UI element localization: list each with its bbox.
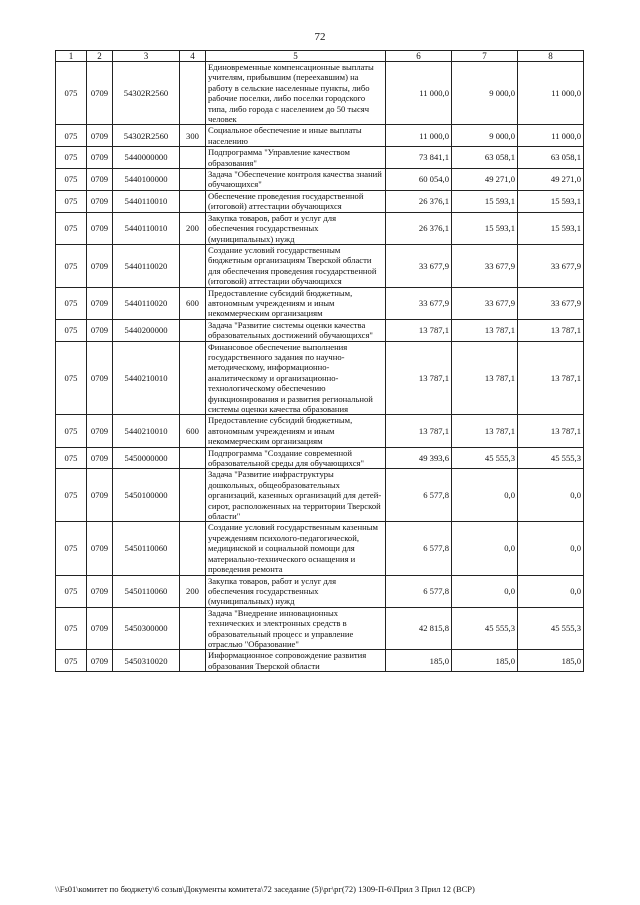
amount-col-8: 11 000,0 — [518, 125, 584, 147]
target-article-code: 5440200000 — [113, 319, 180, 341]
target-article-code: 5450110060 — [113, 522, 180, 575]
amount-col-6: 49 393,6 — [386, 447, 452, 469]
row-description: Задача "Развитие инфраструктуры дошкольных, общеобразовательных организаций, казенных организаций для детей-сирот, расположенных на территории Тверской области" — [206, 469, 386, 522]
header-cell: 4 — [180, 51, 206, 62]
section-code: 0709 — [87, 212, 113, 244]
target-article-code: 5440110010 — [113, 190, 180, 212]
amount-col-6: 6 577,8 — [386, 469, 452, 522]
row-description: Закупка товаров, работ и услуг для обеспечения государственных (муниципальных) нужд — [206, 212, 386, 244]
target-article-code: 5440110010 — [113, 212, 180, 244]
header-cell: 2 — [87, 51, 113, 62]
ministry-code: 075 — [56, 62, 87, 125]
amount-col-7: 13 787,1 — [452, 341, 518, 415]
section-code: 0709 — [87, 469, 113, 522]
table-row — [56, 319, 584, 341]
amount-col-7: 45 555,3 — [452, 607, 518, 650]
amount-col-8: 63 058,1 — [518, 147, 584, 169]
amount-col-8: 13 787,1 — [518, 341, 584, 415]
section-code: 0709 — [87, 147, 113, 169]
expense-type-code — [180, 341, 206, 415]
section-code: 0709 — [87, 287, 113, 319]
expense-type-code — [180, 650, 206, 672]
amount-col-7: 15 593,1 — [452, 212, 518, 244]
ministry-code: 075 — [56, 341, 87, 415]
amount-col-8: 49 271,0 — [518, 169, 584, 191]
table-row — [56, 147, 584, 169]
expense-type-code: 600 — [180, 415, 206, 447]
amount-col-7: 15 593,1 — [452, 190, 518, 212]
target-article-code: 5440110020 — [113, 287, 180, 319]
header-cell: 8 — [518, 51, 584, 62]
expense-type-code — [180, 607, 206, 650]
ministry-code: 075 — [56, 415, 87, 447]
expense-type-code — [180, 469, 206, 522]
table-row — [56, 244, 584, 287]
table-row — [56, 575, 584, 607]
amount-col-8: 0,0 — [518, 522, 584, 575]
amount-col-6: 42 815,8 — [386, 607, 452, 650]
expense-type-code: 600 — [180, 287, 206, 319]
target-article-code: 5440000000 — [113, 147, 180, 169]
amount-col-6: 13 787,1 — [386, 341, 452, 415]
ministry-code: 075 — [56, 522, 87, 575]
target-article-code: 5440210010 — [113, 415, 180, 447]
row-description: Задача "Развитие системы оценки качества образовательных достижений обучающихся" — [206, 319, 386, 341]
ministry-code: 075 — [56, 650, 87, 672]
row-description: Социальное обеспечение и иные выплаты населению — [206, 125, 386, 147]
target-article-code: 5450110060 — [113, 575, 180, 607]
amount-col-7: 45 555,3 — [452, 447, 518, 469]
target-article-code: 5450000000 — [113, 447, 180, 469]
amount-col-6: 26 376,1 — [386, 212, 452, 244]
target-article-code: 5440110020 — [113, 244, 180, 287]
target-article-code: 5450310020 — [113, 650, 180, 672]
amount-col-6: 6 577,8 — [386, 575, 452, 607]
expense-type-code — [180, 147, 206, 169]
section-code: 0709 — [87, 169, 113, 191]
amount-col-7: 0,0 — [452, 575, 518, 607]
section-code: 0709 — [87, 341, 113, 415]
expense-type-code — [180, 169, 206, 191]
ministry-code: 075 — [56, 147, 87, 169]
expense-type-code — [180, 244, 206, 287]
amount-col-6: 73 841,1 — [386, 147, 452, 169]
section-code: 0709 — [87, 415, 113, 447]
section-code: 0709 — [87, 125, 113, 147]
row-description: Предоставление субсидий бюджетным, автономным учреждениям и иным некоммерческим организациям — [206, 415, 386, 447]
page-number: 72 — [314, 31, 326, 43]
budget-table — [55, 50, 584, 672]
header-cell: 7 — [452, 51, 518, 62]
expense-type-code — [180, 522, 206, 575]
expense-type-code — [180, 190, 206, 212]
ministry-code: 075 — [56, 169, 87, 191]
section-code: 0709 — [87, 319, 113, 341]
row-description: Единовременные компенсационные выплаты учителям, прибывшим (переехавшим) на работу в сельские населенные пункты, либо рабочие поселки, либо поселки городского типа, либо города с населением до 50 тысяч человек — [206, 62, 386, 125]
amount-col-7: 185,0 — [452, 650, 518, 672]
row-description: Создание условий государственным бюджетным организациям Тверской области для обеспечения проведения государственной (итоговой) аттестации обучающихся — [206, 244, 386, 287]
ministry-code: 075 — [56, 287, 87, 319]
section-code: 0709 — [87, 190, 113, 212]
section-code: 0709 — [87, 244, 113, 287]
ministry-code: 075 — [56, 469, 87, 522]
amount-col-7: 33 677,9 — [452, 287, 518, 319]
target-article-code: 54302R2560 — [113, 62, 180, 125]
amount-col-7: 9 000,0 — [452, 125, 518, 147]
table-row — [56, 190, 584, 212]
table-row — [56, 169, 584, 191]
amount-col-8: 15 593,1 — [518, 212, 584, 244]
amount-col-6: 33 677,9 — [386, 244, 452, 287]
table-row — [56, 212, 584, 244]
row-description: Закупка товаров, работ и услуг для обеспечения государственных (муниципальных) нужд — [206, 575, 386, 607]
amount-col-6: 60 054,0 — [386, 169, 452, 191]
ministry-code: 075 — [56, 244, 87, 287]
amount-col-6: 26 376,1 — [386, 190, 452, 212]
table-row — [56, 341, 584, 415]
amount-col-6: 11 000,0 — [386, 125, 452, 147]
amount-col-6: 13 787,1 — [386, 415, 452, 447]
amount-col-8: 13 787,1 — [518, 415, 584, 447]
expense-type-code: 200 — [180, 575, 206, 607]
amount-col-6: 13 787,1 — [386, 319, 452, 341]
amount-col-8: 33 677,9 — [518, 244, 584, 287]
header-cell: 6 — [386, 51, 452, 62]
expense-type-code — [180, 319, 206, 341]
row-description: Подпрограмма "Управление качеством образования" — [206, 147, 386, 169]
amount-col-8: 45 555,3 — [518, 447, 584, 469]
amount-col-8: 0,0 — [518, 469, 584, 522]
ministry-code: 075 — [56, 607, 87, 650]
section-code: 0709 — [87, 575, 113, 607]
row-description: Информационное сопровождение развития образования Тверской области — [206, 650, 386, 672]
amount-col-7: 13 787,1 — [452, 319, 518, 341]
section-code: 0709 — [87, 522, 113, 575]
amount-col-8: 185,0 — [518, 650, 584, 672]
table-row — [56, 469, 584, 522]
section-code: 0709 — [87, 62, 113, 125]
row-description: Создание условий государственным казенным учреждениям психолого-педагогической, медицинской и социальной помощи для материально-технического оснащения и проведения ремонта — [206, 522, 386, 575]
target-article-code: 5440100000 — [113, 169, 180, 191]
target-article-code: 5440210010 — [113, 341, 180, 415]
table-row — [56, 447, 584, 469]
ministry-code: 075 — [56, 212, 87, 244]
header-cell: 3 — [113, 51, 180, 62]
ministry-code: 075 — [56, 575, 87, 607]
row-description: Задача "Внедрение инновационных технических и электронных средств в образовательный процесс и управление отраслью "Образование" — [206, 607, 386, 650]
section-code: 0709 — [87, 650, 113, 672]
expense-type-code: 300 — [180, 125, 206, 147]
amount-col-7: 63 058,1 — [452, 147, 518, 169]
ministry-code: 075 — [56, 319, 87, 341]
table-row — [56, 287, 584, 319]
table-row — [56, 522, 584, 575]
ministry-code: 075 — [56, 190, 87, 212]
amount-col-6: 33 677,9 — [386, 287, 452, 319]
section-code: 0709 — [87, 607, 113, 650]
amount-col-8: 11 000,0 — [518, 62, 584, 125]
header-cell: 1 — [56, 51, 87, 62]
row-description: Обеспечение проведения государственной (итоговой) аттестации обучающихся — [206, 190, 386, 212]
file-path-footer: \\Fs01\комитет по бюджету\6 созыв\Документы комитета\72 заседание (5)\рг\рг(72) 1309-П-6\Прил 3 Прил 12 (ВСР) — [55, 884, 475, 894]
amount-col-8: 15 593,1 — [518, 190, 584, 212]
row-description: Подпрограмма "Создание современной образовательной среды для обучающихся" — [206, 447, 386, 469]
expense-type-code: 200 — [180, 212, 206, 244]
table-row — [56, 125, 584, 147]
table-row — [56, 650, 584, 672]
amount-col-7: 13 787,1 — [452, 415, 518, 447]
row-description: Предоставление субсидий бюджетным, автономным учреждениям и иным некоммерческим организациям — [206, 287, 386, 319]
row-description: Задача "Обеспечение контроля качества знаний обучающихся" — [206, 169, 386, 191]
amount-col-6: 11 000,0 — [386, 62, 452, 125]
amount-col-8: 13 787,1 — [518, 319, 584, 341]
target-article-code: 54302R2560 — [113, 125, 180, 147]
table-row — [56, 415, 584, 447]
header-cell: 5 — [206, 51, 386, 62]
row-description: Финансовое обеспечение выполнения государственного задания по научно-методическому, информационно-аналитическому и организационно-технологическому обеспечению функционирования и развития региональной системы оценки качества образования — [206, 341, 386, 415]
amount-col-6: 185,0 — [386, 650, 452, 672]
ministry-code: 075 — [56, 447, 87, 469]
expense-type-code — [180, 447, 206, 469]
ministry-code: 075 — [56, 125, 87, 147]
amount-col-6: 6 577,8 — [386, 522, 452, 575]
section-code: 0709 — [87, 447, 113, 469]
amount-col-7: 33 677,9 — [452, 244, 518, 287]
amount-col-7: 49 271,0 — [452, 169, 518, 191]
target-article-code: 5450300000 — [113, 607, 180, 650]
target-article-code: 5450100000 — [113, 469, 180, 522]
amount-col-7: 9 000,0 — [452, 62, 518, 125]
header-row — [56, 51, 584, 62]
amount-col-8: 45 555,3 — [518, 607, 584, 650]
amount-col-8: 0,0 — [518, 575, 584, 607]
expense-type-code — [180, 62, 206, 125]
amount-col-7: 0,0 — [452, 469, 518, 522]
table-row — [56, 607, 584, 650]
amount-col-7: 0,0 — [452, 522, 518, 575]
table-row — [56, 62, 584, 125]
amount-col-8: 33 677,9 — [518, 287, 584, 319]
